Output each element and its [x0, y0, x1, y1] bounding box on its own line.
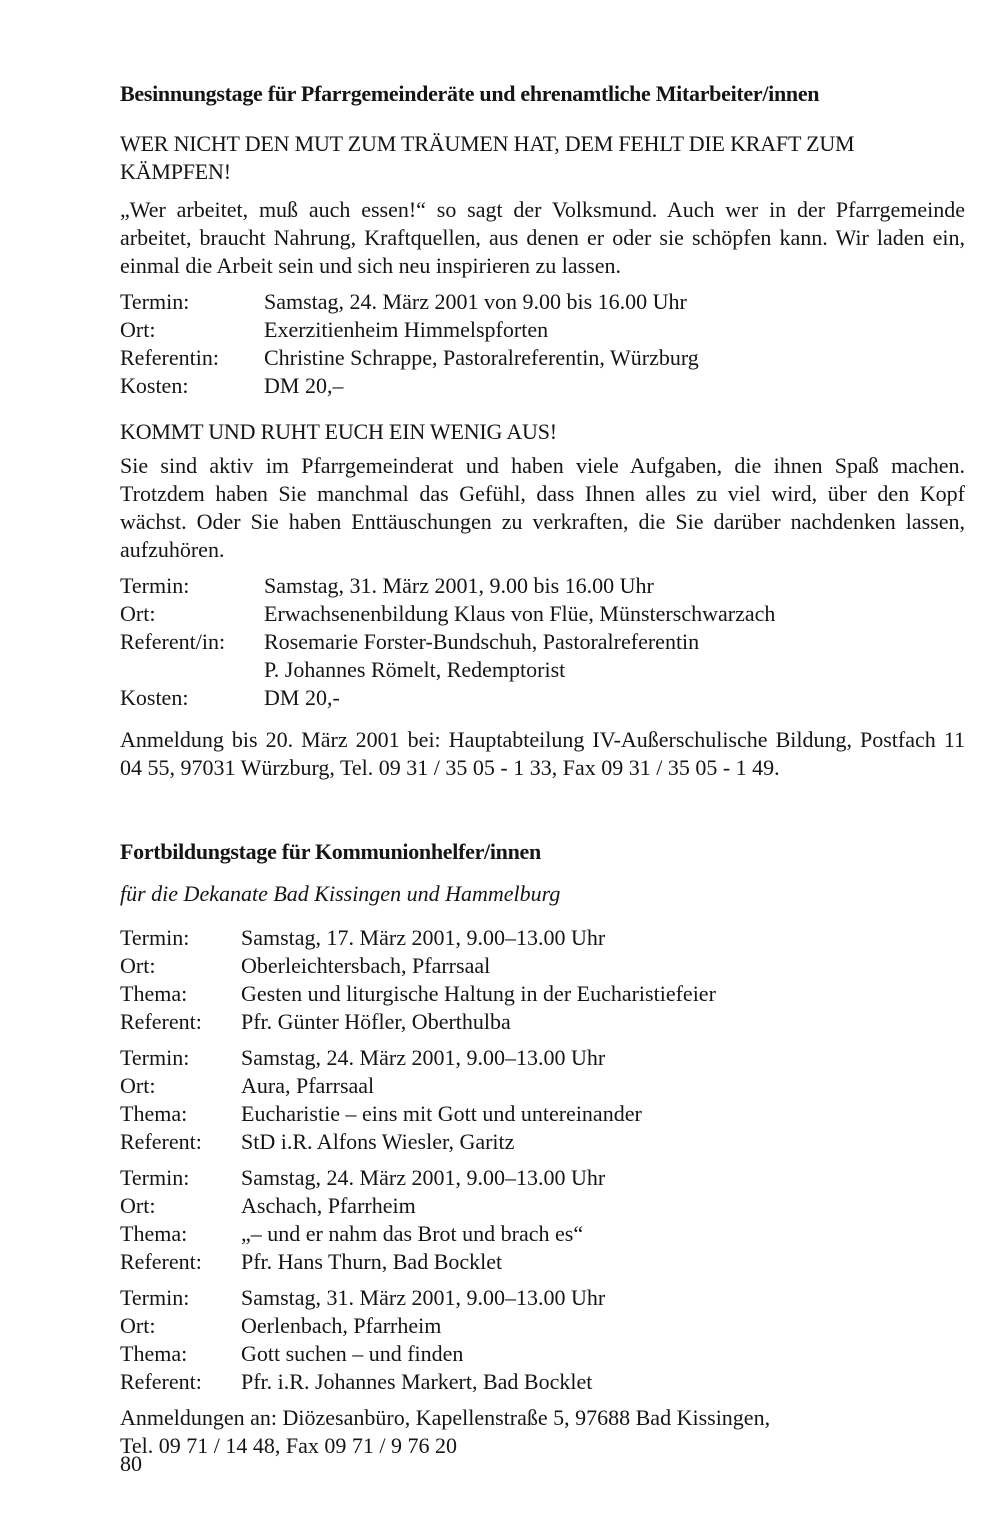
detail-row	[120, 1368, 965, 1396]
detail-row	[120, 1008, 965, 1036]
detail-label: Referent:	[120, 1369, 202, 1394]
page-number: 80	[120, 1451, 142, 1476]
detail-label: Ort:	[120, 1313, 156, 1338]
section2-subtitle: für die Dekanate Bad Kissingen und Hammelburg	[120, 881, 561, 906]
event1-title-line1: WER NICHT DEN MUT ZUM TRÄUMEN HAT, DEM FEHLT DIE KRAFT ZUM	[120, 131, 855, 156]
detail-row	[120, 684, 965, 712]
detail-label: Termin:	[120, 1045, 190, 1070]
detail-row	[120, 924, 965, 952]
detail-label: Kosten:	[120, 685, 189, 710]
section1-heading: Besinnungstage für Pfarrgemeinderäte und ehrenamtliche Mitarbeiter/innen	[120, 81, 820, 106]
registration-line: Tel. 09 71 / 14 48, Fax 09 71 / 9 76 20	[120, 1433, 458, 1458]
detail-label	[120, 656, 264, 684]
detail-value: Erwachsenenbildung Klaus von Flüe, Münsterschwarzach	[264, 601, 776, 626]
detail-row	[120, 952, 965, 980]
detail-value: Aschach, Pfarrheim	[241, 1193, 416, 1218]
detail-row	[120, 1100, 965, 1128]
registration-line: Anmeldungen an: Diözesanbüro, Kapellenstraße 5, 97688 Bad Kissingen,	[120, 1405, 771, 1430]
section1-registration: Anmeldung bis 20. März 2001 bei: Hauptabteilung IV-Außerschulische Bildung, Postfach 11 04 55, 97031 Würzburg, Tel. 09 31 / 35 05 - 1 33, Fax 09 31 / 35 05 - 1 49.	[120, 727, 965, 780]
detail-value: Christine Schrappe, Pastoralreferentin, Würzburg	[264, 345, 699, 370]
detail-value: Gesten und liturgische Haltung in der Eucharistiefeier	[241, 981, 716, 1006]
detail-value: Samstag, 24. März 2001 von 9.00 bis 16.00 Uhr	[264, 289, 687, 314]
detail-value: „– und er nahm das Brot und brach es“	[241, 1221, 584, 1246]
detail-value: Pfr. Hans Thurn, Bad Bocklet	[241, 1249, 503, 1274]
detail-label: Kosten:	[120, 373, 189, 398]
detail-label: Termin:	[120, 289, 190, 314]
detail-label: Termin:	[120, 1165, 190, 1190]
event1-details	[120, 288, 965, 400]
detail-label: Referent:	[120, 1129, 202, 1154]
section2-heading: Fortbildungstage für Kommunionhelfer/innen	[120, 839, 541, 864]
detail-label: Termin:	[120, 1285, 190, 1310]
detail-label: Ort:	[120, 953, 156, 978]
detail-row	[120, 1128, 965, 1156]
detail-label: Thema:	[120, 981, 188, 1006]
workshop-3	[120, 1164, 965, 1276]
detail-value: P. Johannes Römelt, Redemptorist	[264, 657, 566, 682]
detail-value: DM 20,-	[264, 685, 340, 710]
detail-label: Referent/in:	[120, 629, 226, 654]
workshop-4	[120, 1284, 965, 1396]
event1-body: „Wer arbeitet, muß auch essen!“ so sagt der Volksmund. Auch wer in der Pfarrgemeinde arbeitet, braucht Nahrung, Kraftquellen, aus denen er oder sie schöpfen kann. Wir laden ein, einmal die Arbeit sein und sich neu inspirieren zu lassen.	[120, 197, 965, 278]
detail-value: Pfr. i.R. Johannes Markert, Bad Bocklet	[241, 1369, 593, 1394]
detail-row	[120, 1220, 965, 1248]
detail-row	[120, 344, 965, 372]
detail-value: Gott suchen – und finden	[241, 1341, 464, 1366]
event2-details	[120, 572, 965, 712]
detail-value: Samstag, 31. März 2001, 9.00 bis 16.00 Uhr	[264, 573, 654, 598]
detail-value: Aura, Pfarrsaal	[241, 1073, 375, 1098]
workshop-2	[120, 1044, 965, 1156]
detail-value: Samstag, 24. März 2001, 9.00–13.00 Uhr	[241, 1165, 606, 1190]
detail-row	[120, 628, 965, 656]
event1-title	[120, 130, 965, 186]
detail-value: Exerzitienheim Himmelspforten	[264, 317, 549, 342]
section2-registration	[120, 1404, 965, 1460]
event1-title-line2: KÄMPFEN!	[120, 159, 231, 184]
detail-value: Samstag, 17. März 2001, 9.00–13.00 Uhr	[241, 925, 606, 950]
detail-row	[120, 572, 965, 600]
detail-label: Referent:	[120, 1249, 202, 1274]
detail-label: Ort:	[120, 317, 156, 342]
detail-row	[120, 1312, 965, 1340]
detail-value: Samstag, 24. März 2001, 9.00–13.00 Uhr	[241, 1045, 606, 1070]
detail-label: Thema:	[120, 1221, 188, 1246]
detail-label: Ort:	[120, 1193, 156, 1218]
detail-row	[120, 372, 965, 400]
detail-value: DM 20,–	[264, 373, 344, 398]
detail-value: Rosemarie Forster-Bundschuh, Pastoralreferentin	[264, 629, 700, 654]
detail-value: Eucharistie – eins mit Gott und untereinander	[241, 1101, 642, 1126]
detail-row	[120, 1192, 965, 1220]
detail-row	[120, 1248, 965, 1276]
detail-label: Referent:	[120, 1009, 202, 1034]
detail-row	[120, 1164, 965, 1192]
detail-row	[120, 1044, 965, 1072]
detail-label: Referentin:	[120, 345, 219, 370]
detail-value: Pfr. Günter Höfler, Oberthulba	[241, 1009, 511, 1034]
detail-label: Ort:	[120, 601, 156, 626]
page-content	[120, 80, 965, 1460]
detail-label: Thema:	[120, 1341, 188, 1366]
event2-body: Sie sind aktiv im Pfarrgemeinderat und haben viele Aufgaben, die ihnen Spaß machen. Trotzdem haben Sie manchmal das Gefühl, dass Ihnen alles zu viel wird, über den Kopf wächst. Oder Sie haben Enttäuschungen zu verkraften, die Sie darüber nachdenken lassen, aufzuhören.	[120, 453, 965, 562]
detail-label: Ort:	[120, 1073, 156, 1098]
detail-row	[120, 288, 965, 316]
detail-row	[120, 1284, 965, 1312]
detail-row	[120, 1072, 965, 1100]
event2-title: KOMMT UND RUHT EUCH EIN WENIG AUS!	[120, 419, 557, 444]
detail-row	[120, 656, 965, 684]
detail-row	[120, 980, 965, 1008]
detail-row	[120, 316, 965, 344]
detail-row	[120, 600, 965, 628]
detail-label: Termin:	[120, 925, 190, 950]
detail-value: Samstag, 31. März 2001, 9.00–13.00 Uhr	[241, 1285, 606, 1310]
detail-label: Thema:	[120, 1101, 188, 1126]
detail-value: StD i.R. Alfons Wiesler, Garitz	[241, 1129, 515, 1154]
workshop-1	[120, 924, 965, 1036]
detail-value: Oerlenbach, Pfarrheim	[241, 1313, 442, 1338]
detail-value: Oberleichtersbach, Pfarrsaal	[241, 953, 491, 978]
detail-label: Termin:	[120, 573, 190, 598]
detail-row	[120, 1340, 965, 1368]
